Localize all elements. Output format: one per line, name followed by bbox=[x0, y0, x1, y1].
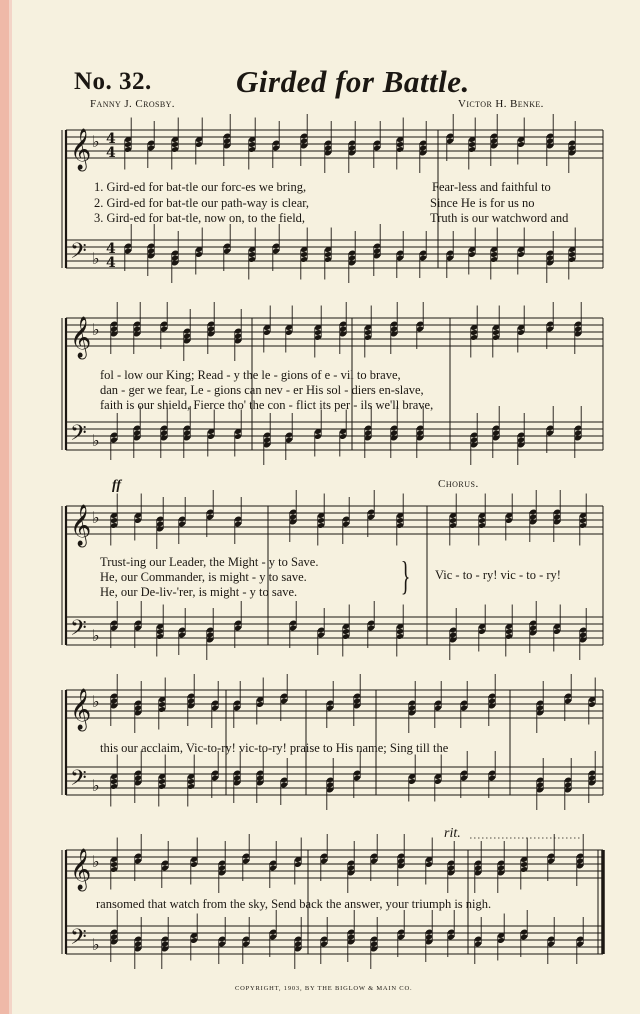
composer-credit: Victor H. Benke. bbox=[458, 98, 544, 110]
bass-clef: 𝄢 bbox=[70, 616, 87, 646]
lyric-line: He, our De-liv-'rer, is might - y to save. bbox=[100, 585, 298, 599]
lyric-line: this our acclaim, Vic-to-ry! vic-to-ry! praise to His name; Sing till the bbox=[100, 741, 449, 755]
bass-clef: 𝄢 bbox=[70, 239, 87, 269]
chorus-label: Chorus. bbox=[438, 478, 479, 490]
time-signature: 4 bbox=[106, 255, 116, 271]
chorus-lyric: Vic - to - ry! vic - to - ry! bbox=[435, 568, 561, 582]
treble-clef: 𝄞 bbox=[70, 505, 92, 546]
lyric-line: Truth is our watchword and bbox=[430, 211, 569, 225]
dynamic-marking: ff bbox=[112, 478, 122, 493]
bass-clef: 𝄢 bbox=[70, 925, 87, 955]
flat-key-signature: ♭ bbox=[92, 692, 100, 711]
hymn-title: Girded for Battle. bbox=[236, 64, 470, 99]
lyric-line: He, our Commander, is might - y to save. bbox=[100, 570, 307, 584]
flat-key-signature: ♭ bbox=[92, 431, 100, 450]
flat-key-signature: ♭ bbox=[92, 320, 100, 339]
time-signature: 4 bbox=[106, 131, 116, 147]
copyright-notice: COPYRIGHT, 1903, BY THE BIGLOW & MAIN CO. bbox=[235, 985, 413, 992]
lyric-line: fol - low our King; Read - y the le - gions of e - vil to brave, bbox=[100, 368, 401, 382]
flat-key-signature: ♭ bbox=[92, 935, 100, 954]
treble-clef: 𝄞 bbox=[70, 129, 92, 170]
lyric-line: 2. Gird-ed for bat-tle our path-way is clear, bbox=[94, 196, 310, 210]
time-signature: 4 bbox=[106, 145, 116, 161]
lyric-line: Trust-ing our Leader, the Might - y to Save. bbox=[100, 555, 319, 569]
time-signature: 4 bbox=[106, 241, 116, 257]
lyric-line: Since He is for us no bbox=[430, 196, 535, 210]
flat-key-signature: ♭ bbox=[92, 852, 100, 871]
treble-clef: 𝄞 bbox=[70, 317, 92, 358]
lyric-line: faith is our shield, Fierce tho' the con - flict its per - ils we'll brave, bbox=[100, 398, 434, 412]
flat-key-signature: ♭ bbox=[92, 132, 100, 151]
hymn-number: No. 32. bbox=[74, 68, 152, 95]
treble-clef: 𝄞 bbox=[70, 689, 92, 730]
bass-clef: 𝄢 bbox=[70, 766, 87, 796]
flat-key-signature: ♭ bbox=[92, 626, 100, 645]
flat-key-signature: ♭ bbox=[92, 249, 100, 268]
treble-clef: 𝄞 bbox=[70, 849, 92, 890]
author-credit: Fanny J. Crosby. bbox=[90, 98, 175, 110]
lyric-line: ransomed that watch from the sky, Send back the answer, your triumph is nigh. bbox=[96, 897, 492, 911]
verse-brace: } bbox=[400, 553, 411, 598]
lyric-line: 3. Gird-ed for bat-tle, now on, to the field, bbox=[94, 211, 306, 225]
lyric-line: dan - ger we fear, Le - gions can nev - er His sol - diers en-slave, bbox=[100, 383, 424, 397]
lyric-line: 1. Gird-ed for bat-tle our forc-es we bring, bbox=[94, 180, 307, 194]
bass-clef: 𝄢 bbox=[70, 421, 87, 451]
tempo-marking: rit. bbox=[444, 826, 461, 841]
lyric-line: Fear-less and faithful to bbox=[432, 180, 551, 194]
flat-key-signature: ♭ bbox=[92, 508, 100, 527]
flat-key-signature: ♭ bbox=[92, 776, 100, 795]
